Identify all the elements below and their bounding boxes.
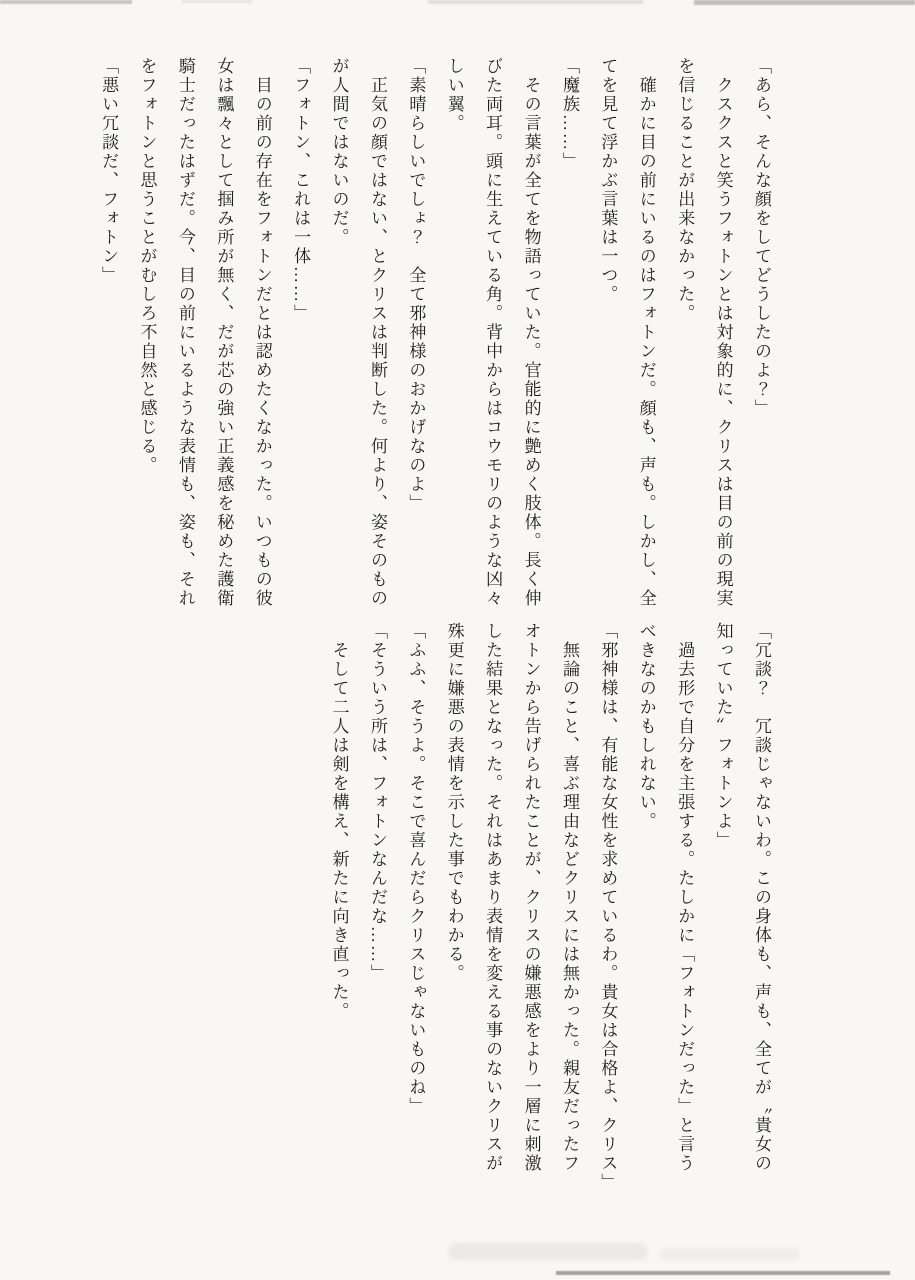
text-line: 正気の顔ではない、とクリスは判断した。何より、姿そのもの [367, 76, 387, 608]
text-line: 「フォトン、これは一体……」 [291, 57, 311, 323]
text-line: をフォトンと思うことがむしろ不自然と感じる。 [137, 57, 157, 475]
scan-artifact-bottom-bar [556, 1271, 890, 1275]
text-line: びた両耳。頭に生えている角。背中からはコウモリのような凶々 [483, 57, 503, 608]
text-line: オトンから告げられたことが、クリスの嫌悪感をより一層に刺激 [521, 622, 541, 1173]
text-line: を信じることが出来なかった。 [675, 57, 695, 323]
text-line: 「悪い冗談だ、フォトン」 [99, 57, 119, 285]
text-line: 確かに目の前にいるのはフォトンだ。顔も、声も。しかし、全 [636, 76, 656, 608]
scan-artifact-top-center [428, 0, 643, 4]
text-line: した結果となった。それはあまり表情を変える事のないクリスが [483, 622, 503, 1173]
text-line: べきなのかもしれない。 [636, 622, 656, 831]
text-line: 「冗談？ 冗談じゃないわ。この身体も、声も、全てが〝貴女の [752, 622, 771, 1173]
text-line: てを見て浮かぶ言葉は一つ。 [598, 57, 618, 304]
text-line: しい翼。 [444, 57, 464, 133]
text-line: 「ふふ、そうよ。そこで喜んだらクリスじゃないものね」 [406, 622, 426, 1116]
scan-artifact-bottom-ghost [660, 1248, 800, 1260]
text-line: 「魔族……」 [559, 57, 579, 171]
text-line: 目の前の存在をフォトンだとは認めたくなかった。いつもの彼 [252, 76, 272, 608]
text-line: 女は飄々として掴み所が無く、だが芯の強い正義感を秘めた護衛 [214, 57, 234, 608]
text-line: 「素晴らしいでしょ？ 全て邪神様のおかげなのよ」 [406, 57, 426, 513]
text-line: 無論のこと、喜ぶ理由などクリスには無かった。親友だったフ [559, 641, 579, 1173]
text-line: 「あら、そんな顔をしてどうしたのよ？」 [752, 57, 771, 418]
scan-artifact-top-mid [182, 0, 252, 3]
text-line: 騎士だったはずだ。今、目の前にいるような表情も、姿も、それ [175, 57, 195, 608]
text-line: 殊更に嫌悪の表情を示した事でもわかる。 [444, 622, 464, 983]
lower-text-block [319, 622, 780, 1247]
text-line: クスクスと笑うフォトンとは対象的に、クリスは目の前の現実 [713, 76, 733, 608]
scan-artifact-top-left [0, 0, 132, 4]
text-line: が人間ではないのだ。 [329, 57, 349, 247]
text-line: 過去形で自分を主張する。たしかに「フォトンだった」と言う [675, 641, 695, 1173]
text-line: 知っていた〟フォトンよ」 [713, 622, 733, 850]
text-line: そして二人は剣を構え、新たに向き直った。 [329, 641, 349, 1021]
text-line: 「そういう所は、フォトンなんだな……」 [367, 622, 387, 983]
text-line: 「邪神様は、有能な女性を求めているわ。貴女は合格よ、クリス」 [598, 622, 618, 1192]
upper-text-block [89, 57, 780, 682]
scan-artifact-top-right [694, 0, 915, 5]
text-line: その言葉が全てを物語っていた。官能的に艶めく肢体。長く伸 [521, 76, 541, 608]
